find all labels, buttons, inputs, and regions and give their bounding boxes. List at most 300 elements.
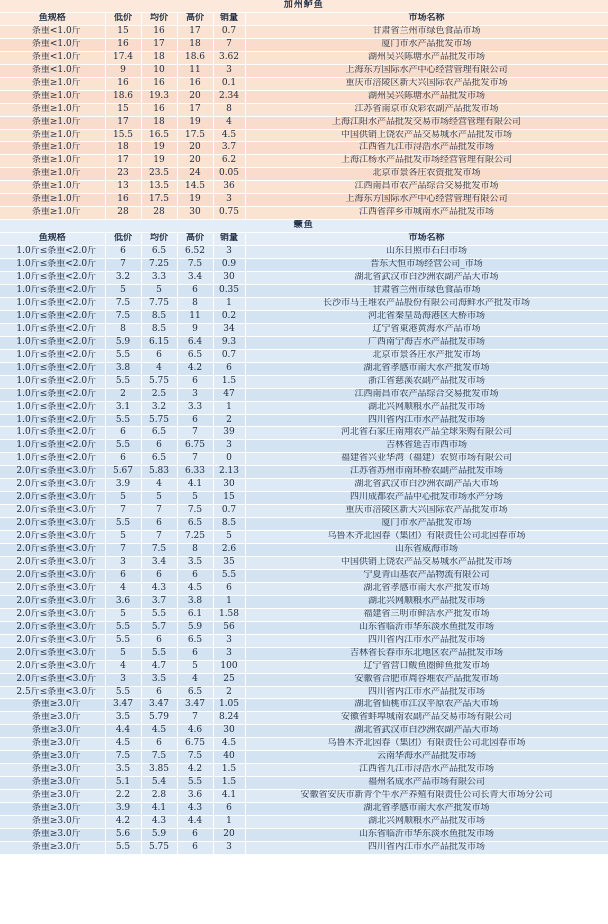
volume-cell: 40 (213, 751, 245, 764)
market-name-cell: 厦门市水产品批发市场 (245, 518, 608, 531)
table-row (0, 582, 608, 595)
volume-cell: 2 (213, 686, 245, 699)
market-name-cell: 上海东方国际水产中心经营管理有限公司 (245, 194, 608, 207)
volume-cell: 1 (213, 297, 245, 310)
high-price-cell: 9 (177, 323, 213, 336)
low-price-cell: 18.6 (105, 90, 141, 103)
column-header-row (0, 12, 608, 25)
fish-spec-cell: 2.0斤≤条重<3.0斤 (0, 647, 105, 660)
market-name-cell: 山东省威海市场 (245, 544, 608, 557)
low-price-cell: 3.47 (105, 699, 141, 712)
low-price-cell: 3.9 (105, 803, 141, 816)
avg-price-cell: 6.5 (141, 246, 177, 259)
low-price-cell: 15 (105, 103, 141, 116)
section-0 (0, 0, 608, 220)
high-price-header: 高价 (177, 233, 213, 246)
volume-cell: 8 (213, 103, 245, 116)
volume-cell: 3 (213, 194, 245, 207)
market-name-cell: 河北省石家庄南翔农产品全球采购有限公司 (245, 427, 608, 440)
avg-price-cell: 5.83 (141, 466, 177, 479)
market-name-cell: 湖北兴网顺粮水产品批发市场 (245, 816, 608, 829)
avg-price-cell: 5.4 (141, 777, 177, 790)
volume-cell: 0.2 (213, 310, 245, 323)
table-row (0, 569, 608, 582)
low-price-cell: 16 (105, 194, 141, 207)
avg-price-cell: 6 (141, 518, 177, 531)
market-name-cell: 北京市景各庄水产批发市场 (245, 349, 608, 362)
market-name-cell: 湖北省仙桃市江汉平原农产品大市场 (245, 699, 608, 712)
high-price-cell: 3.3 (177, 401, 213, 414)
table-row (0, 686, 608, 699)
volume-cell: 0.35 (213, 284, 245, 297)
high-price-cell: 6.52 (177, 246, 213, 259)
fish-spec-cell: 1.0斤≤条重<2.0斤 (0, 362, 105, 375)
low-price-cell: 4 (105, 660, 141, 673)
low-price-cell: 2.2 (105, 790, 141, 803)
table-row (0, 556, 608, 569)
high-price-cell: 7.5 (177, 505, 213, 518)
market-name-cell: 福建省兴业华湾（福建）农贸市场有限公司 (245, 453, 608, 466)
high-price-cell: 4.4 (177, 816, 213, 829)
low-price-cell: 7.5 (105, 310, 141, 323)
volume-cell: 4.5 (213, 129, 245, 142)
fish-spec-cell: 条重<1.0斤 (0, 64, 105, 77)
table-row (0, 90, 608, 103)
market-name-cell: 晋东大恒市场经营公司_市场 (245, 259, 608, 272)
high-price-cell: 7 (177, 453, 213, 466)
low-price-cell: 4.2 (105, 816, 141, 829)
market-name-cell: 江西南昌市农产品综合交易批发市场 (245, 181, 608, 194)
low-price-cell: 15.5 (105, 129, 141, 142)
fish-spec-cell: 2.5斤≤条重<3.0斤 (0, 686, 105, 699)
volume-cell: 1 (213, 816, 245, 829)
avg-price-cell: 7.5 (141, 751, 177, 764)
avg-price-cell: 3.7 (141, 595, 177, 608)
volume-cell: 0.05 (213, 168, 245, 181)
market-name-cell: 江西省萍乡市城南水产品批发市场 (245, 207, 608, 220)
avg-price-cell: 6 (141, 569, 177, 582)
table-row (0, 751, 608, 764)
fish-spec-cell: 2.0斤≤条重<3.0斤 (0, 608, 105, 621)
high-price-cell: 6.75 (177, 738, 213, 751)
avg-price-cell: 6 (141, 738, 177, 751)
table-row (0, 699, 608, 712)
avg-price-cell: 6 (141, 634, 177, 647)
low-price-cell: 5.5 (105, 349, 141, 362)
high-price-cell: 5 (177, 492, 213, 505)
low-price-cell: 3.8 (105, 362, 141, 375)
low-price-cell: 7.5 (105, 751, 141, 764)
table-row (0, 829, 608, 842)
avg-price-cell: 19.3 (141, 90, 177, 103)
market-name-cell: 浙江省慈溪农副产品批发市场 (245, 375, 608, 388)
fish-spec-cell: 2.0斤≤条重<3.0斤 (0, 595, 105, 608)
low-price-cell: 8 (105, 323, 141, 336)
fish-spec-cell: 条重≥3.0斤 (0, 764, 105, 777)
market-name-cell: 中国供销上饶农产品交易城水产品批发市场 (245, 129, 608, 142)
table-row (0, 259, 608, 272)
fish-spec-cell: 条重≥3.0斤 (0, 699, 105, 712)
table-row (0, 453, 608, 466)
market-name-cell: 北京市景各庄农资批发市场 (245, 168, 608, 181)
fish-spec-cell: 1.0斤≤条重<2.0斤 (0, 349, 105, 362)
table-row (0, 660, 608, 673)
avg-price-cell: 7 (141, 531, 177, 544)
low-price-cell: 5.5 (105, 621, 141, 634)
table-row (0, 634, 608, 647)
fish-spec-cell: 条重<1.0斤 (0, 25, 105, 38)
table-row (0, 64, 608, 77)
fish-spec-cell: 2.0斤≤条重<3.0斤 (0, 531, 105, 544)
volume-cell: 7 (213, 38, 245, 51)
avg-price-cell: 6 (141, 440, 177, 453)
high-price-cell: 17.5 (177, 129, 213, 142)
low-price-cell: 3.1 (105, 401, 141, 414)
fish-spec-cell: 条重≥3.0斤 (0, 816, 105, 829)
table-row (0, 531, 608, 544)
low-price-cell: 18 (105, 142, 141, 155)
volume-cell: 100 (213, 660, 245, 673)
market-name-cell: 广西南宁海吉水产品批发市场 (245, 336, 608, 349)
volume-cell: 1.05 (213, 699, 245, 712)
high-price-cell: 6.5 (177, 518, 213, 531)
market-name-cell: 上海江杨水产品批发市场经营管理有限公司 (245, 155, 608, 168)
volume-cell: 3 (213, 440, 245, 453)
volume-cell: 0.1 (213, 77, 245, 90)
market-header: 市场名称 (245, 12, 608, 25)
high-price-cell: 24 (177, 168, 213, 181)
high-price-cell: 30 (177, 207, 213, 220)
table-row (0, 440, 608, 453)
market-name-cell: 四川省内江市水产品批发市场 (245, 686, 608, 699)
low-price-cell: 3.6 (105, 595, 141, 608)
table-row (0, 246, 608, 259)
fish-spec-cell: 条重<1.0斤 (0, 38, 105, 51)
table-row (0, 51, 608, 64)
volume-cell: 30 (213, 725, 245, 738)
table-row (0, 427, 608, 440)
avg-price-cell: 16 (141, 25, 177, 38)
low-price-cell: 4.4 (105, 725, 141, 738)
volume-cell: 3.62 (213, 51, 245, 64)
high-price-cell: 3.8 (177, 595, 213, 608)
market-name-cell: 湖北省孝感市南大水产批发市场 (245, 582, 608, 595)
high-price-cell: 18 (177, 38, 213, 51)
low-price-cell: 5.9 (105, 336, 141, 349)
avg-price-cell: 7.25 (141, 259, 177, 272)
market-name-cell: 四川省内江市水产品批发市场 (245, 841, 608, 854)
avg-price-cell: 6.5 (141, 427, 177, 440)
high-price-cell: 17 (177, 25, 213, 38)
avg-price-cell: 17.5 (141, 194, 177, 207)
low-price-cell: 5.5 (105, 518, 141, 531)
market-name-cell: 山东日照市石臼市场 (245, 246, 608, 259)
volume-cell: 8.5 (213, 518, 245, 531)
high-price-cell: 4.5 (177, 582, 213, 595)
avg-price-cell: 5.5 (141, 647, 177, 660)
low-price-cell: 4.5 (105, 738, 141, 751)
market-name-cell: 湖北省孝感市南大水产批发市场 (245, 803, 608, 816)
high-price-cell: 17 (177, 103, 213, 116)
high-price-cell: 6 (177, 569, 213, 582)
market-name-cell: 河北省秦皇岛海港区大桥市场 (245, 310, 608, 323)
high-price-cell: 19 (177, 116, 213, 129)
market-name-cell: 宁夏青山基农产品物流有限公司 (245, 569, 608, 582)
high-price-cell: 4.1 (177, 479, 213, 492)
high-price-cell: 5 (177, 660, 213, 673)
table-row (0, 673, 608, 686)
volume-cell: 56 (213, 621, 245, 634)
market-name-cell: 吉林省延吉市西市场 (245, 440, 608, 453)
fish-spec-cell: 1.0斤≤条重<2.0斤 (0, 246, 105, 259)
fish-spec-cell: 2.0斤≤条重<3.0斤 (0, 673, 105, 686)
table-row (0, 595, 608, 608)
table-row (0, 168, 608, 181)
avg-price-cell: 3.85 (141, 764, 177, 777)
table-row (0, 712, 608, 725)
volume-cell: 4 (213, 116, 245, 129)
volume-cell: 30 (213, 272, 245, 285)
fish-spec-cell: 条重≥1.0斤 (0, 116, 105, 129)
avg-price-cell: 23.5 (141, 168, 177, 181)
table-row (0, 492, 608, 505)
market-header: 市场名称 (245, 233, 608, 246)
volume-cell: 6 (213, 362, 245, 375)
avg-price-cell: 5.75 (141, 375, 177, 388)
avg-price-cell: 4.1 (141, 803, 177, 816)
avg-price-cell: 5.7 (141, 621, 177, 634)
fish-spec-cell: 2.0斤≤条重<3.0斤 (0, 621, 105, 634)
low-price-cell: 3 (105, 556, 141, 569)
market-name-cell: 山东省临沂市华东淡水鱼批发市场 (245, 621, 608, 634)
table-row (0, 155, 608, 168)
table-row (0, 841, 608, 854)
volume-cell: 0 (213, 453, 245, 466)
high-price-cell: 3 (177, 388, 213, 401)
avg-price-cell: 18 (141, 116, 177, 129)
table-row (0, 349, 608, 362)
fish-spec-cell: 条重≥1.0斤 (0, 194, 105, 207)
high-price-cell: 6 (177, 375, 213, 388)
table-row (0, 284, 608, 297)
fish-spec-cell: 条重≥3.0斤 (0, 829, 105, 842)
table-row (0, 181, 608, 194)
volume-cell: 3 (213, 64, 245, 77)
market-name-cell: 湖北兴网顺粮水产品批发市场 (245, 595, 608, 608)
low-price-cell: 5.5 (105, 414, 141, 427)
low-price-cell: 17.4 (105, 51, 141, 64)
volume-cell: 2.6 (213, 544, 245, 557)
low-price-cell: 5 (105, 284, 141, 297)
fish-spec-cell: 条重≥1.0斤 (0, 90, 105, 103)
market-name-cell: 长沙市马王堆农产品股份有限公司海鲜水产批发市场 (245, 297, 608, 310)
table-row (0, 621, 608, 634)
volume-cell: 6 (213, 803, 245, 816)
fish-spec-cell: 条重≥3.0斤 (0, 751, 105, 764)
fish-spec-cell: 2.0斤≤条重<3.0斤 (0, 518, 105, 531)
table-row (0, 466, 608, 479)
high-price-cell: 4.3 (177, 803, 213, 816)
avg-price-cell: 8.5 (141, 323, 177, 336)
table-row (0, 816, 608, 829)
volume-header: 销量 (213, 12, 245, 25)
table-row (0, 608, 608, 621)
high-price-cell: 7.5 (177, 751, 213, 764)
fish-spec-cell: 条重≥1.0斤 (0, 129, 105, 142)
fish-spec-cell: 2.0斤≤条重<3.0斤 (0, 492, 105, 505)
fish-spec-cell: 条重≥3.0斤 (0, 803, 105, 816)
fish-spec-cell: 1.0斤≤条重<2.0斤 (0, 336, 105, 349)
high-price-cell: 18.6 (177, 51, 213, 64)
avg-price-cell: 5.75 (141, 414, 177, 427)
volume-cell: 1.5 (213, 777, 245, 790)
volume-cell: 1.58 (213, 608, 245, 621)
fish-spec-cell: 条重≥1.0斤 (0, 181, 105, 194)
avg-price-cell: 7.75 (141, 297, 177, 310)
market-name-cell: 甘肃省兰州市绿色食品市场 (245, 284, 608, 297)
table-row (0, 544, 608, 557)
avg-price-cell: 2.5 (141, 388, 177, 401)
market-name-cell: 重庆市涪陵区新大兴国际农产品批发市场 (245, 505, 608, 518)
market-name-cell: 辽宁省营口鲅鱼圈鲜鱼批发市场 (245, 660, 608, 673)
low-price-cell: 16 (105, 77, 141, 90)
low-price-cell: 7 (105, 259, 141, 272)
high-price-cell: 5.5 (177, 777, 213, 790)
volume-cell: 15 (213, 492, 245, 505)
volume-cell: 0.7 (213, 349, 245, 362)
avg-price-cell: 4 (141, 479, 177, 492)
fish-spec-cell: 2.0斤≤条重<3.0斤 (0, 556, 105, 569)
high-price-cell: 6.5 (177, 686, 213, 699)
market-name-cell: 湖北省武汉市白沙洲农副产品大市场 (245, 272, 608, 285)
volume-cell: 9.3 (213, 336, 245, 349)
high-price-cell: 4 (177, 673, 213, 686)
avg-price-cell: 3.4 (141, 556, 177, 569)
avg-price-cell: 5.5 (141, 608, 177, 621)
avg-price-header: 均价 (141, 12, 177, 25)
fish-spec-cell: 条重≥1.0斤 (0, 77, 105, 90)
volume-cell: 3 (213, 841, 245, 854)
avg-price-cell: 3.2 (141, 401, 177, 414)
low-price-cell: 5.5 (105, 841, 141, 854)
table-row (0, 129, 608, 142)
market-name-cell: 湖北兴网顺粮水产品批发市场 (245, 401, 608, 414)
fish-spec-cell: 2.0斤≤条重<3.0斤 (0, 634, 105, 647)
high-price-cell: 6 (177, 841, 213, 854)
high-price-cell: 3.4 (177, 272, 213, 285)
fish-spec-cell: 2.0斤≤条重<3.0斤 (0, 582, 105, 595)
avg-price-cell: 4.3 (141, 816, 177, 829)
volume-cell: 3.7 (213, 142, 245, 155)
market-name-cell: 乌鲁木齐北园春（集团）有限责任公司北园春市场 (245, 531, 608, 544)
high-price-cell: 3.47 (177, 699, 213, 712)
high-price-cell: 19 (177, 194, 213, 207)
fish-spec-cell: 1.0斤≤条重<2.0斤 (0, 388, 105, 401)
avg-price-cell: 6 (141, 349, 177, 362)
low-price-cell: 5 (105, 492, 141, 505)
avg-price-cell: 8.5 (141, 310, 177, 323)
low-price-cell: 6 (105, 246, 141, 259)
avg-price-cell: 2.8 (141, 790, 177, 803)
table-row (0, 647, 608, 660)
fish-spec-cell: 2.0斤≤条重<3.0斤 (0, 569, 105, 582)
market-name-cell: 四川省内江市水产品批发市场 (245, 414, 608, 427)
market-name-cell: 湖北省武汉市白沙洲农副产品大市场 (245, 725, 608, 738)
avg-price-cell: 6.15 (141, 336, 177, 349)
avg-price-cell: 3.5 (141, 673, 177, 686)
fish-spec-cell: 条重≥1.0斤 (0, 103, 105, 116)
table-row (0, 194, 608, 207)
market-name-cell: 湖北省武汉市白沙洲农副产品大市场 (245, 479, 608, 492)
volume-cell: 47 (213, 388, 245, 401)
table-row (0, 362, 608, 375)
table-row (0, 375, 608, 388)
market-name-cell: 重庆市涪陵区新大兴国际农产品批发市场 (245, 77, 608, 90)
fish-spec-cell: 1.0斤≤条重<2.0斤 (0, 440, 105, 453)
high-price-cell: 6.1 (177, 608, 213, 621)
avg-price-cell: 13.5 (141, 181, 177, 194)
volume-cell: 3 (213, 634, 245, 647)
volume-cell: 4.5 (213, 738, 245, 751)
high-price-cell: 3.5 (177, 556, 213, 569)
volume-cell: 30 (213, 479, 245, 492)
avg-price-cell: 10 (141, 64, 177, 77)
fish-spec-cell: 条重≥3.0斤 (0, 777, 105, 790)
volume-cell: 20 (213, 829, 245, 842)
avg-price-cell: 3.3 (141, 272, 177, 285)
low-price-header: 低价 (105, 12, 141, 25)
high-price-cell: 7.5 (177, 259, 213, 272)
market-name-cell: 乌鲁木齐北园春（集团）有限责任公司北园春市场 (245, 738, 608, 751)
volume-cell: 35 (213, 556, 245, 569)
market-name-cell: 辽宁省東港黄海水产品市场 (245, 323, 608, 336)
table-row (0, 103, 608, 116)
fish-spec-cell: 条重≥3.0斤 (0, 841, 105, 854)
high-price-cell: 8 (177, 544, 213, 557)
avg-price-cell: 5.79 (141, 712, 177, 725)
low-price-cell: 5 (105, 647, 141, 660)
volume-cell: 0.7 (213, 505, 245, 518)
high-price-cell: 6.75 (177, 440, 213, 453)
table-row (0, 38, 608, 51)
volume-cell: 1.5 (213, 764, 245, 777)
high-price-cell: 4.2 (177, 362, 213, 375)
volume-cell: 0.7 (213, 25, 245, 38)
avg-price-cell: 4.5 (141, 725, 177, 738)
section-title: 加州鲈鱼 (0, 0, 608, 12)
table-row (0, 272, 608, 285)
table-row (0, 310, 608, 323)
market-name-cell: 山东省临沂市华东淡水鱼批发市场 (245, 829, 608, 842)
market-name-cell: 安徽省安庆市新青个牛水产养殖有限责任公司长青大市场分公司 (245, 790, 608, 803)
volume-cell: 6.2 (213, 155, 245, 168)
avg-price-cell: 19 (141, 155, 177, 168)
fish-spec-cell: 1.0斤≤条重<2.0斤 (0, 427, 105, 440)
low-price-cell: 3.9 (105, 479, 141, 492)
low-price-cell: 5 (105, 608, 141, 621)
high-price-cell: 6 (177, 414, 213, 427)
fish-spec-cell: 条重≥3.0斤 (0, 738, 105, 751)
market-name-cell: 江苏省苏州市南环桥农副产品批发市场 (245, 466, 608, 479)
low-price-cell: 23 (105, 168, 141, 181)
fish-spec-cell: 条重≥3.0斤 (0, 712, 105, 725)
fish-spec-cell: 1.0斤≤条重<2.0斤 (0, 323, 105, 336)
section-1 (0, 220, 608, 855)
high-price-cell: 7 (177, 427, 213, 440)
high-price-cell: 11 (177, 310, 213, 323)
volume-cell: 36 (213, 181, 245, 194)
volume-cell: 2.13 (213, 466, 245, 479)
